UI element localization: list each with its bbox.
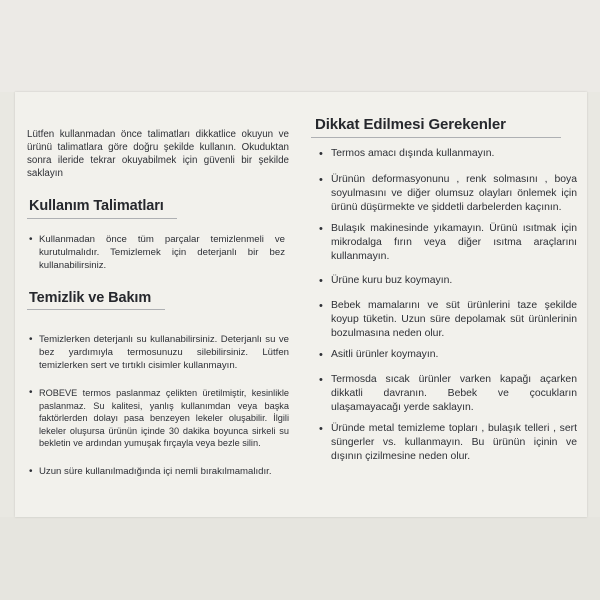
precaution-item-text: Termos amacı dışında kullanmayın.: [331, 148, 495, 159]
bullet-icon: •: [319, 374, 323, 386]
precautions-title: Dikkat Edilmesi Gerekenler: [315, 116, 506, 133]
bullet-icon: •: [319, 349, 323, 361]
precaution-item-text: Bulaşık makinesinde yıkamayın. Ürünü ısıtmak için mikrodalga fırın veya diğer ısıtma araçlarını kullanmayın.: [331, 223, 577, 262]
bullet-icon: •: [319, 275, 323, 287]
usage-title-underline: [27, 218, 177, 219]
usage-item: [29, 233, 285, 272]
bullet-icon: •: [29, 234, 33, 245]
bullet-icon: •: [319, 148, 323, 160]
care-item-text: ROBEVE termos paslanmaz çelikten üretilmiştir, kesinlikle paslanmaz. Su kalitesi, yanlış kullanımdan veya başka faktörlerden dolayı pasa benzeyen lekeler oluşabilir. İlgili lekeler oluşursa ürünün içinde 30 dakika boyunca sirkeli su bekletin ve ardından yumuşak fırçayla veya bezle silin.: [39, 388, 289, 448]
care-title-underline: [27, 309, 165, 310]
usage-title: Kullanım Talimatları: [29, 198, 164, 214]
precaution-item: [319, 274, 577, 288]
precaution-item-text: Ürünün deformasyonunu , renk solmasını , boya soyulmasını ve diğer olumsuz olayları önlemek için ürünü düşürmekte ve şiddetli darbelerden kaçının.: [331, 174, 577, 213]
bullet-icon: •: [319, 223, 323, 235]
precautions-title-underline: [311, 137, 561, 138]
bullet-icon: •: [319, 174, 323, 186]
precaution-item: [319, 422, 577, 464]
care-item-text: Temizlerken deterjanlı su kullanabilirsiniz. Deterjanlı su ve bez yardımıyla termosunuzu silebilirsiniz. Lütfen temizlerken sert ve tırtıklı cisimler kullanmayın.: [39, 334, 289, 371]
bullet-icon: •: [29, 387, 33, 398]
precaution-item: [319, 348, 577, 362]
bullet-icon: •: [319, 423, 323, 435]
background-bottom: [0, 517, 600, 600]
bullet-icon: •: [29, 466, 33, 477]
care-item: [29, 387, 289, 450]
precaution-item-text: Bebek mamalarını ve süt ürünlerini taze şekilde koyup tüketin. Uzun süre depolamak süt ürünlerinin bozulmasına neden olur.: [331, 300, 577, 339]
precaution-item: [319, 173, 577, 215]
bullet-icon: •: [29, 334, 33, 345]
precaution-item: [319, 222, 577, 264]
precaution-item: [319, 373, 577, 415]
usage-item-text: Kullanmadan önce tüm parçalar temizlenmeli ve kurutulmalıdır. Temizlemek için deterjanlı bir bez kullanabilirsiniz.: [39, 234, 285, 271]
care-title: Temizlik ve Bakım: [29, 290, 152, 306]
precaution-item-text: Termosda sıcak ürünler varken kapağı açarken dikkatli davranın. Bebek ve çocukların ulaşamayacağı yerde saklayın.: [331, 374, 577, 413]
precaution-item-text: Üründe metal temizleme topları , bulaşık telleri , sert süngerler vs. kullanmayın. Bu ürünün içinin ve dışının çizilmesine neden olur.: [331, 423, 577, 462]
intro-paragraph: Lütfen kullanmadan önce talimatları dikkatlice okuyun ve ürünü talimatlara göre doğru şekilde kullanın. Okuduktan sonra ileride tekrar okuyabilmek için güvenli bir şekilde saklayın: [27, 129, 289, 179]
precaution-item: [319, 147, 577, 161]
instruction-sheet: [15, 92, 587, 517]
precaution-item-text: Asitli ürünler koymayın.: [331, 349, 439, 360]
care-item-text: Uzun süre kullanılmadığında içi nemli bırakılmamalıdır.: [39, 466, 272, 477]
care-item: [29, 465, 289, 478]
care-item: [29, 333, 289, 372]
background-top: [0, 0, 600, 92]
precaution-item: [319, 299, 577, 341]
bullet-icon: •: [319, 300, 323, 312]
precaution-item-text: Ürüne kuru buz koymayın.: [331, 275, 453, 286]
